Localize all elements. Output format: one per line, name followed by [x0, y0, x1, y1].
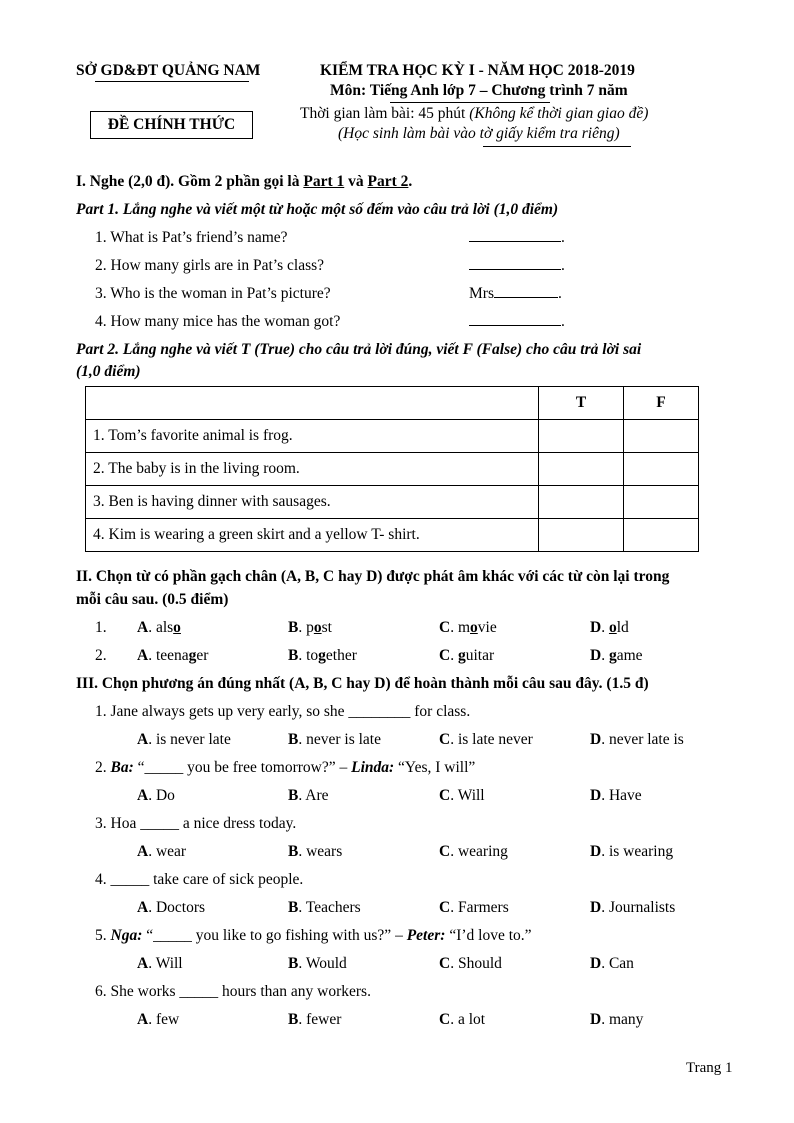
table-statement: 4. Kim is wearing a green skirt and a yellow T- shirt.: [86, 519, 539, 552]
q2-speaker1: Ba:: [110, 759, 134, 776]
answer-option: A. few: [137, 1011, 180, 1028]
exam-time: [300, 105, 648, 123]
word-part: ether: [325, 647, 357, 664]
page-number: Trang 1: [686, 1060, 733, 1076]
answer-option: D. Have: [590, 787, 642, 804]
s3-question-5: [95, 927, 532, 945]
option-letter: C: [439, 955, 451, 972]
underlined-sound: g: [608, 647, 617, 664]
option-text: wearing: [457, 843, 508, 860]
q2-num: 2.: [95, 759, 111, 776]
answer-prefix: Mrs: [469, 285, 494, 302]
option-letter: A: [137, 955, 149, 972]
q2-text1: “_____ you be free tomorrow?” –: [133, 759, 352, 776]
option-text: wear: [155, 843, 187, 860]
section1-title-end: .: [408, 173, 413, 190]
answer-option: D. Can: [590, 955, 634, 972]
part2-ref: Part 2: [367, 173, 409, 190]
table-row: [86, 486, 699, 519]
true-cell: [539, 420, 624, 453]
answer-option: A. is never late: [137, 731, 231, 748]
false-cell: [624, 519, 699, 552]
underlined-sound: g: [318, 647, 326, 664]
department-name: SỞ GD&ĐT QUẢNG NAM: [76, 62, 261, 79]
true-cell: [539, 453, 624, 486]
section2-row-number: 1.: [95, 619, 107, 636]
option-letter: A: [137, 843, 149, 860]
pronunciation-option: B. together: [288, 647, 357, 664]
section3-title: III. Chọn phương án đúng nhất (A, B, C hay D) để hoàn thành mỗi câu sau đây. (1.5 đ): [76, 675, 649, 692]
option-text: Doctors: [155, 899, 206, 916]
true-cell: [539, 519, 624, 552]
answer-option: C. Should: [439, 955, 502, 972]
section2-row-number: 2.: [95, 647, 107, 664]
option-letter: D: [590, 843, 602, 860]
answer-option: A. Doctors: [137, 899, 206, 916]
word-part: teena: [155, 647, 189, 664]
word-part: to: [306, 647, 319, 664]
false-cell: [624, 453, 699, 486]
option-letter: D: [590, 899, 602, 916]
word-part: m: [457, 619, 471, 636]
q5-speaker1: Nga:: [110, 927, 143, 944]
answer-option: D. many: [590, 1011, 644, 1028]
part1-question-1: 1. What is Pat’s friend’s name?: [95, 229, 288, 246]
official-label: ĐỀ CHÍNH THỨC: [107, 116, 236, 133]
table-row: [86, 420, 699, 453]
table-header-row: [86, 387, 699, 420]
pronunciation-option: D. old: [590, 619, 629, 636]
pronunciation-option: A. also: [137, 619, 181, 636]
official-label-box: [90, 111, 253, 139]
answer-option: A. Will: [137, 955, 183, 972]
option-letter: C: [439, 731, 451, 748]
answer-option: C. Will: [439, 787, 485, 804]
option-letter: D: [590, 619, 602, 636]
option-letter: B: [288, 843, 299, 860]
part1-question-2: 2. How many girls are in Pat’s class?: [95, 257, 325, 274]
option-letter: C: [439, 1011, 451, 1028]
option-text: Do: [155, 787, 175, 804]
option-text: fewer: [306, 1011, 342, 1028]
table-header-statement: [86, 387, 539, 420]
underlined-sound: o: [608, 619, 617, 636]
option-text: Should: [457, 955, 502, 972]
paper-note: (Học sinh làm bài vào tờ giấy kiểm tra riêng): [338, 125, 620, 142]
option-text: never late is: [608, 731, 684, 748]
option-letter: B: [288, 619, 299, 636]
underlined-sound: o: [313, 619, 322, 636]
option-letter: C: [439, 787, 451, 804]
option-text: Would: [305, 955, 347, 972]
option-letter: A: [137, 619, 149, 636]
word-part: vie: [477, 619, 497, 636]
q5-num: 5.: [95, 927, 111, 944]
option-text: is late never: [457, 731, 533, 748]
option-letter: C: [439, 899, 451, 916]
s3-question-1: 1. Jane always gets up very early, so she ________ for class.: [95, 703, 471, 720]
word-part: ld: [616, 619, 629, 636]
word-part: uitar: [465, 647, 495, 664]
q2-speaker2: Linda:: [351, 759, 395, 776]
answer-option: B. Are: [288, 787, 329, 804]
underlined-sound: o: [173, 619, 181, 636]
section1-title-text: I. Nghe (2,0 đ). Gồm 2 phần gọi là: [76, 173, 304, 190]
option-text: is wearing: [608, 843, 674, 860]
section2-title-cont: mỗi câu sau. (0.5 điểm): [76, 591, 229, 608]
answer-option: B. wears: [288, 843, 343, 860]
part1-ref: Part 1: [303, 173, 345, 190]
false-cell: [624, 420, 699, 453]
option-text: few: [155, 1011, 180, 1028]
option-letter: A: [137, 899, 149, 916]
answer-blank-1: .: [469, 229, 565, 247]
answer-option: B. fewer: [288, 1011, 342, 1028]
option-letter: A: [137, 1011, 149, 1028]
option-letter: A: [137, 731, 149, 748]
paper-note-underline: [483, 146, 631, 147]
word-part: als: [155, 619, 174, 636]
option-letter: B: [288, 955, 299, 972]
answer-option: B. Would: [288, 955, 347, 972]
answer-option: A. Do: [137, 787, 175, 804]
answer-option: A. wear: [137, 843, 187, 860]
department-underline: [95, 81, 249, 82]
underlined-sound: g: [457, 647, 466, 664]
word-part: p: [306, 619, 314, 636]
pronunciation-option: D. game: [590, 647, 643, 664]
option-letter: C: [439, 619, 451, 636]
option-letter: C: [439, 843, 451, 860]
underlined-sound: g: [188, 647, 197, 664]
time-label: Thời gian làm bài: 45 phút: [300, 105, 470, 122]
s3-question-2: [95, 759, 475, 777]
option-letter: B: [288, 1011, 299, 1028]
part1-question-4: 4. How many mice has the woman got?: [95, 313, 341, 330]
underlined-sound: o: [470, 619, 478, 636]
option-letter: A: [137, 787, 149, 804]
word-part: ame: [616, 647, 643, 664]
answer-option: C. Farmers: [439, 899, 509, 916]
table-statement: 1. Tom’s favorite animal is frog.: [86, 420, 539, 453]
option-text: Are: [305, 787, 329, 804]
option-letter: B: [288, 787, 299, 804]
table-row: [86, 519, 699, 552]
pronunciation-option: B. post: [288, 619, 332, 636]
table-row: [86, 453, 699, 486]
option-letter: A: [137, 647, 149, 664]
option-text: Can: [608, 955, 634, 972]
option-text: Will: [155, 955, 183, 972]
exam-title: KIỂM TRA HỌC KỲ I - NĂM HỌC 2018-2019: [320, 62, 635, 79]
pronunciation-option: A. teenager: [137, 647, 209, 664]
true-false-table: [85, 386, 699, 552]
q5-speaker2: Peter:: [406, 927, 446, 944]
section1-title-and: và: [344, 173, 368, 190]
answer-option: B. Teachers: [288, 899, 361, 916]
answer-option: B. never is late: [288, 731, 381, 748]
part1-question-3: 3. Who is the woman in Pat’s picture?: [95, 285, 331, 302]
part2-title-points: (1,0 điểm): [76, 363, 141, 380]
option-letter: D: [590, 731, 602, 748]
part1-title: Part 1. Lắng nghe và viết một từ hoặc một số đếm vào câu trả lời (1,0 điểm): [76, 201, 559, 218]
q2-text2: “Yes, I will”: [394, 759, 476, 776]
option-letter: D: [590, 1011, 602, 1028]
answer-option: C. is late never: [439, 731, 533, 748]
word-part: st: [321, 619, 332, 636]
option-letter: C: [439, 647, 451, 664]
option-letter: B: [288, 647, 299, 664]
exam-subject: Môn: Tiếng Anh lớp 7 – Chương trình 7 năm: [330, 82, 628, 99]
true-cell: [539, 486, 624, 519]
table-header-true: T: [539, 387, 624, 420]
answer-blank-4: .: [469, 313, 565, 331]
answer-option: D. never late is: [590, 731, 684, 748]
answer-blank-3: Mrs .: [469, 285, 562, 302]
false-cell: [624, 486, 699, 519]
option-text: Will: [457, 787, 485, 804]
q5-text1: “_____ you like to go fishing with us?” –: [142, 927, 407, 944]
s3-question-4: 4. _____ take care of sick people.: [95, 871, 304, 888]
option-text: Have: [608, 787, 642, 804]
option-text: Teachers: [305, 899, 361, 916]
section1-title: [76, 173, 412, 191]
option-text: never is late: [306, 731, 381, 748]
subject-underline: [390, 102, 550, 103]
answer-option: D. is wearing: [590, 843, 674, 860]
time-note: (Không kể thời gian giao đề): [469, 105, 649, 122]
s3-question-3: 3. Hoa _____ a nice dress today.: [95, 815, 297, 832]
option-text: Journalists: [608, 899, 676, 916]
option-text: wears: [306, 843, 343, 860]
option-letter: D: [590, 647, 602, 664]
answer-option: C. wearing: [439, 843, 508, 860]
answer-blank-2: .: [469, 257, 565, 275]
option-letter: B: [288, 899, 299, 916]
option-text: a lot: [457, 1011, 486, 1028]
pronunciation-option: C. guitar: [439, 647, 495, 664]
pronunciation-option: C. movie: [439, 619, 497, 636]
option-text: Farmers: [457, 899, 509, 916]
option-text: many: [608, 1011, 644, 1028]
option-letter: B: [288, 731, 299, 748]
option-letter: D: [590, 787, 602, 804]
word-part: er: [196, 647, 209, 664]
part2-title: Part 2. Lắng nghe và viết T (True) cho câu trả lời đúng, viết F (False) cho câu trả lời sai: [76, 341, 642, 358]
answer-option: D. Journalists: [590, 899, 676, 916]
q5-text2: “I’d love to.”: [445, 927, 532, 944]
table-statement: 2. The baby is in the living room.: [86, 453, 539, 486]
table-header-false: F: [624, 387, 699, 420]
option-letter: D: [590, 955, 602, 972]
option-text: is never late: [155, 731, 231, 748]
answer-option: C. a lot: [439, 1011, 486, 1028]
table-statement: 3. Ben is having dinner with sausages.: [86, 486, 539, 519]
section2-title: II. Chọn từ có phần gạch chân (A, B, C hay D) được phát âm khác với các từ còn lại trong: [76, 568, 670, 585]
s3-question-6: 6. She works _____ hours than any workers.: [95, 983, 371, 1000]
